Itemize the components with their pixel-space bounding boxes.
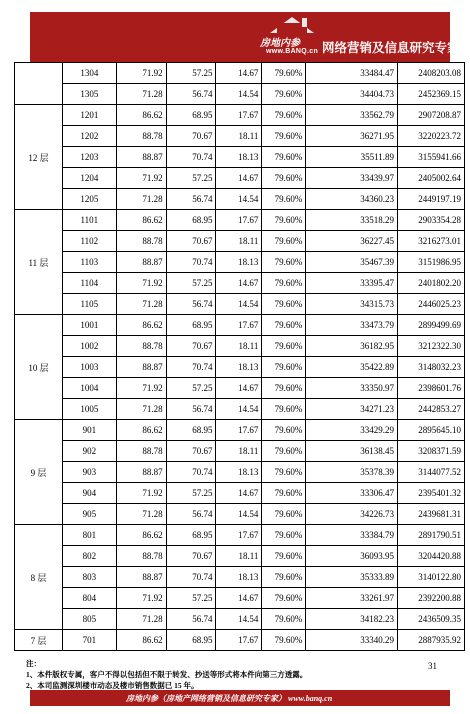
table-cell: 71.92 [116, 63, 166, 84]
table-cell: 79.60% [262, 567, 306, 588]
table-row [15, 420, 465, 441]
table-cell: 33395.47 [306, 273, 398, 294]
table-row [15, 63, 465, 84]
house-logo-icon [258, 17, 328, 61]
table-cell: 33484.47 [306, 63, 398, 84]
table-body [15, 63, 465, 651]
table-cell: 71.28 [116, 294, 166, 315]
table-cell: 33518.29 [306, 210, 398, 231]
table-cell: 18.11 [216, 441, 262, 462]
table-row [15, 567, 465, 588]
floor-label: 10 层 [15, 315, 63, 420]
table-cell: 79.60% [262, 147, 306, 168]
table-cell: 71.28 [116, 504, 166, 525]
unit-number-cell: 803 [62, 567, 116, 588]
table-row [15, 504, 465, 525]
table-cell: 79.60% [262, 378, 306, 399]
notes-label: 注： [26, 659, 41, 668]
table-cell: 2395401.32 [398, 483, 465, 504]
table-cell: 79.60% [262, 462, 306, 483]
table-cell: 79.60% [262, 189, 306, 210]
table-cell: 14.54 [216, 399, 262, 420]
table-cell: 2398601.76 [398, 378, 465, 399]
table-cell: 70.74 [166, 357, 216, 378]
unit-number-cell: 802 [62, 546, 116, 567]
table-cell: 3212322.30 [398, 336, 465, 357]
table-cell: 79.60% [262, 252, 306, 273]
table-cell: 79.60% [262, 105, 306, 126]
header-title: 网络营销及信息研究专家 [322, 41, 460, 55]
table-cell: 35511.89 [306, 147, 398, 168]
notes-line-2: 2、本司监测深圳楼市动态及楼市销售数据已 15 年。 [26, 681, 199, 690]
table-row [15, 252, 465, 273]
table-cell: 33261.97 [306, 588, 398, 609]
unit-number-cell: 1001 [62, 315, 116, 336]
unit-number-cell: 805 [62, 609, 116, 630]
table-cell: 2891790.51 [398, 525, 465, 546]
table-cell: 56.74 [166, 399, 216, 420]
table-cell: 33473.79 [306, 315, 398, 336]
unit-number-cell: 1304 [62, 63, 116, 84]
table-cell: 3144077.52 [398, 462, 465, 483]
table-cell: 86.62 [116, 105, 166, 126]
table-cell: 2408203.08 [398, 63, 465, 84]
table-cell: 2401802.20 [398, 273, 465, 294]
floor-label: 12 层 [15, 105, 63, 210]
floor-label: 7 层 [15, 630, 63, 651]
table-cell: 57.25 [166, 63, 216, 84]
table-cell: 70.74 [166, 252, 216, 273]
unit-number-cell: 701 [62, 630, 116, 651]
table-cell: 17.67 [216, 105, 262, 126]
table-cell: 14.54 [216, 609, 262, 630]
floor-label: 9 层 [15, 420, 63, 525]
table-cell: 70.74 [166, 462, 216, 483]
table-cell: 2449197.19 [398, 189, 465, 210]
table-cell: 57.25 [166, 378, 216, 399]
table-cell: 14.67 [216, 378, 262, 399]
table-cell: 33384.79 [306, 525, 398, 546]
table-cell: 70.74 [166, 567, 216, 588]
unit-number-cell: 1204 [62, 168, 116, 189]
table-cell: 35378.39 [306, 462, 398, 483]
table-cell: 2405002.64 [398, 168, 465, 189]
notes [26, 658, 446, 691]
table-cell: 88.78 [116, 546, 166, 567]
table-cell: 36093.95 [306, 546, 398, 567]
table-row [15, 609, 465, 630]
table-cell: 79.60% [262, 231, 306, 252]
unit-number-cell: 1105 [62, 294, 116, 315]
table-cell: 33562.79 [306, 105, 398, 126]
table-cell: 36271.95 [306, 126, 398, 147]
table-cell: 68.95 [166, 525, 216, 546]
table-row [15, 462, 465, 483]
table-cell: 3204420.88 [398, 546, 465, 567]
table-cell: 3148032.23 [398, 357, 465, 378]
table-cell: 14.67 [216, 168, 262, 189]
table-cell: 17.67 [216, 315, 262, 336]
table-cell: 70.74 [166, 147, 216, 168]
table-cell: 68.95 [166, 630, 216, 651]
table-cell: 36227.45 [306, 231, 398, 252]
table-cell: 79.60% [262, 399, 306, 420]
table-cell: 33306.47 [306, 483, 398, 504]
table-cell: 88.87 [116, 147, 166, 168]
table-cell: 34226.73 [306, 504, 398, 525]
table-cell: 34404.73 [306, 84, 398, 105]
table-row [15, 168, 465, 189]
table-row [15, 483, 465, 504]
table-row [15, 315, 465, 336]
table-cell: 57.25 [166, 273, 216, 294]
table-cell: 57.25 [166, 588, 216, 609]
table-cell: 2452369.15 [398, 84, 465, 105]
table-cell: 79.60% [262, 420, 306, 441]
table-cell: 70.67 [166, 546, 216, 567]
table-cell: 79.60% [262, 63, 306, 84]
unit-number-cell: 1102 [62, 231, 116, 252]
table-row [15, 84, 465, 105]
table-cell: 3140122.80 [398, 567, 465, 588]
table-cell: 88.78 [116, 231, 166, 252]
table-row [15, 546, 465, 567]
table-cell: 79.60% [262, 483, 306, 504]
table-cell: 88.87 [116, 567, 166, 588]
table-cell: 18.13 [216, 147, 262, 168]
unit-number-cell: 1005 [62, 399, 116, 420]
table-cell: 14.54 [216, 294, 262, 315]
table-cell: 79.60% [262, 336, 306, 357]
table-cell: 71.92 [116, 483, 166, 504]
table-cell: 79.60% [262, 546, 306, 567]
table-cell: 2392200.88 [398, 588, 465, 609]
table-cell: 14.67 [216, 483, 262, 504]
table-cell: 71.92 [116, 378, 166, 399]
unit-number-cell: 1202 [62, 126, 116, 147]
table-cell: 14.67 [216, 63, 262, 84]
unit-number-cell: 801 [62, 525, 116, 546]
table-row [15, 189, 465, 210]
table-cell: 88.78 [116, 126, 166, 147]
table-cell: 71.28 [116, 399, 166, 420]
table-cell: 68.95 [166, 420, 216, 441]
unit-number-cell: 1002 [62, 336, 116, 357]
table-cell: 68.95 [166, 105, 216, 126]
unit-number-cell: 1004 [62, 378, 116, 399]
table-cell: 2436509.35 [398, 609, 465, 630]
table-cell: 18.13 [216, 567, 262, 588]
table-cell: 33340.29 [306, 630, 398, 651]
table-cell: 79.60% [262, 357, 306, 378]
table-cell: 56.74 [166, 189, 216, 210]
table-cell: 18.11 [216, 336, 262, 357]
table-cell: 79.60% [262, 609, 306, 630]
table-cell: 71.28 [116, 609, 166, 630]
table-cell: 2446025.23 [398, 294, 465, 315]
table-row [15, 336, 465, 357]
table-cell: 14.54 [216, 504, 262, 525]
unit-number-cell: 901 [62, 420, 116, 441]
table-cell: 86.62 [116, 315, 166, 336]
table-row [15, 126, 465, 147]
table-cell: 88.87 [116, 357, 166, 378]
table-cell: 36182.95 [306, 336, 398, 357]
unit-number-cell: 1003 [62, 357, 116, 378]
table-cell: 79.60% [262, 630, 306, 651]
table-cell: 88.78 [116, 336, 166, 357]
table-cell: 3155941.66 [398, 147, 465, 168]
table-row [15, 630, 465, 651]
table-cell: 86.62 [116, 630, 166, 651]
table-cell: 2887935.92 [398, 630, 465, 651]
table-cell: 79.60% [262, 210, 306, 231]
table-cell: 71.28 [116, 84, 166, 105]
table-cell: 18.13 [216, 357, 262, 378]
table-cell: 71.92 [116, 273, 166, 294]
table-cell: 17.67 [216, 420, 262, 441]
floor-label: 8 层 [15, 525, 63, 630]
table-cell: 88.78 [116, 441, 166, 462]
table-cell: 35467.39 [306, 252, 398, 273]
table-cell: 68.95 [166, 210, 216, 231]
table-row [15, 378, 465, 399]
table-cell: 70.67 [166, 126, 216, 147]
table-row [15, 147, 465, 168]
table-cell: 56.74 [166, 84, 216, 105]
table-cell: 2899499.69 [398, 315, 465, 336]
table-cell: 36138.45 [306, 441, 398, 462]
table-cell: 79.60% [262, 84, 306, 105]
table-cell: 70.67 [166, 231, 216, 252]
table-cell: 2903354.28 [398, 210, 465, 231]
notes-line-1: 1、本件版权专属，客户不得以包括但不限于转发、抄送等形式将本件向第三方透露。 [26, 670, 308, 679]
table-cell: 79.60% [262, 441, 306, 462]
table-cell: 14.54 [216, 189, 262, 210]
table-cell: 18.13 [216, 462, 262, 483]
table-cell: 34315.73 [306, 294, 398, 315]
table-cell: 79.60% [262, 525, 306, 546]
table-cell: 14.67 [216, 588, 262, 609]
unit-number-cell: 903 [62, 462, 116, 483]
table-row [15, 441, 465, 462]
unit-number-cell: 804 [62, 588, 116, 609]
unit-number-cell: 1205 [62, 189, 116, 210]
table-row [15, 231, 465, 252]
footer-text: 房地内参（房地产网络营销及信息研究专家） www.banq.cn [126, 694, 333, 703]
table-cell: 56.74 [166, 504, 216, 525]
table-cell: 57.25 [166, 483, 216, 504]
table-cell: 56.74 [166, 294, 216, 315]
table-cell: 18.13 [216, 252, 262, 273]
table-cell: 71.92 [116, 168, 166, 189]
table-cell: 57.25 [166, 168, 216, 189]
table-cell: 33439.97 [306, 168, 398, 189]
unit-number-cell: 1305 [62, 84, 116, 105]
unit-number-cell: 905 [62, 504, 116, 525]
table-cell: 3151986.95 [398, 252, 465, 273]
table-cell: 71.28 [116, 189, 166, 210]
table-cell: 3220223.72 [398, 126, 465, 147]
table-cell: 34360.23 [306, 189, 398, 210]
table-cell: 33429.29 [306, 420, 398, 441]
table-cell: 88.87 [116, 252, 166, 273]
table-cell: 79.60% [262, 126, 306, 147]
page-number: 31 [428, 661, 437, 671]
table-cell: 2439681.31 [398, 504, 465, 525]
table-cell: 35333.89 [306, 567, 398, 588]
unit-number-cell: 1103 [62, 252, 116, 273]
table-cell: 70.67 [166, 336, 216, 357]
table-cell: 17.67 [216, 210, 262, 231]
table-cell: 14.54 [216, 84, 262, 105]
table-cell: 70.67 [166, 441, 216, 462]
table-row [15, 210, 465, 231]
logo-url: www.BANQ.cn [266, 48, 319, 55]
table-row [15, 588, 465, 609]
table-cell: 79.60% [262, 294, 306, 315]
logo-name: 房地内参 [260, 38, 300, 49]
table-cell: 18.11 [216, 546, 262, 567]
table-cell: 2895645.10 [398, 420, 465, 441]
floor-label [15, 63, 63, 105]
unit-number-cell: 902 [62, 441, 116, 462]
table-cell: 86.62 [116, 210, 166, 231]
table-cell: 18.11 [216, 231, 262, 252]
floor-label: 11 层 [15, 210, 63, 315]
unit-number-cell: 1203 [62, 147, 116, 168]
table-cell: 79.60% [262, 588, 306, 609]
table-cell: 79.60% [262, 273, 306, 294]
unit-price-table [14, 62, 465, 651]
table-cell: 33350.97 [306, 378, 398, 399]
table-row [15, 525, 465, 546]
table-cell: 2442853.27 [398, 399, 465, 420]
table-cell: 2907208.87 [398, 105, 465, 126]
table-cell: 86.62 [116, 420, 166, 441]
table-row [15, 294, 465, 315]
table-cell: 17.67 [216, 630, 262, 651]
table-cell: 18.11 [216, 126, 262, 147]
table-row [15, 273, 465, 294]
table-cell: 34182.23 [306, 609, 398, 630]
unit-number-cell: 1201 [62, 105, 116, 126]
table-cell: 71.92 [116, 588, 166, 609]
table-cell: 68.95 [166, 315, 216, 336]
table-cell: 86.62 [116, 525, 166, 546]
table-row [15, 357, 465, 378]
table-row [15, 399, 465, 420]
table-row [15, 105, 465, 126]
table-cell: 79.60% [262, 504, 306, 525]
table-cell: 34271.23 [306, 399, 398, 420]
unit-number-cell: 1104 [62, 273, 116, 294]
table-cell: 79.60% [262, 315, 306, 336]
table-cell: 3216273.01 [398, 231, 465, 252]
table-cell: 35422.89 [306, 357, 398, 378]
table-cell: 3208371.59 [398, 441, 465, 462]
table-cell: 14.67 [216, 273, 262, 294]
unit-number-cell: 1101 [62, 210, 116, 231]
unit-number-cell: 904 [62, 483, 116, 504]
table-cell: 88.87 [116, 462, 166, 483]
table-cell: 79.60% [262, 168, 306, 189]
table-cell: 56.74 [166, 609, 216, 630]
table-cell: 17.67 [216, 525, 262, 546]
